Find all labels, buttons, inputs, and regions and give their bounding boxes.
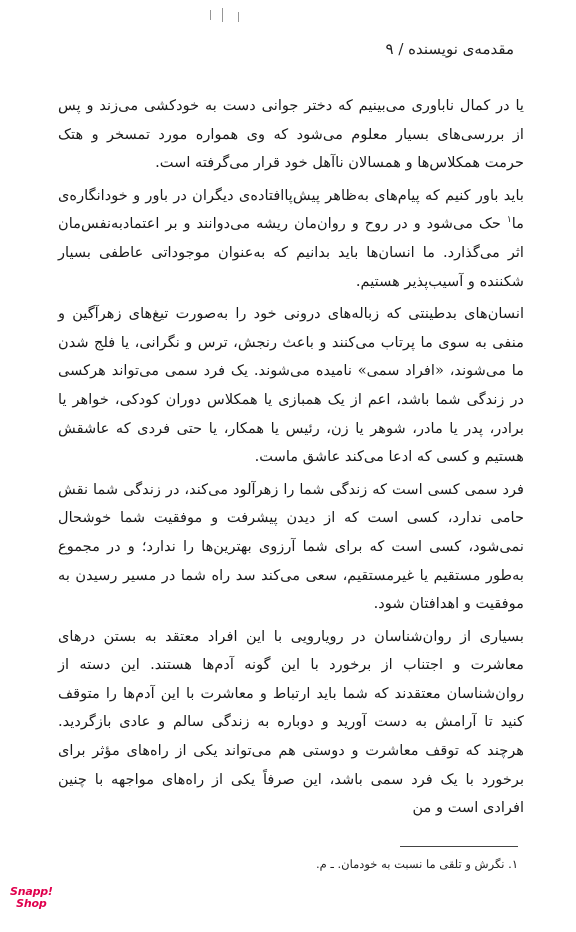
scan-mark <box>200 6 260 30</box>
footnote-marker: ۱ <box>506 215 512 226</box>
paragraph-2-text: باید باور کنیم که پیام‌های به‌ظاهر پیش‌پاافتاده‌ی دیگران در باور و خودانگاره‌ی ما <box>58 186 524 233</box>
footnote-divider <box>400 846 518 847</box>
paragraph-4: فرد سمی کسی است که زندگی شما را زهرآلود می‌کند، در زندگی شما نقش حامی ندارد، کسی است که از دیدن پیشرفت و موفقیت شما خوشحال نمی‌شود، کسی است که برای شما آرزوی بهترین‌ها را ندارد؛ و در مجموع به‌طور مستقیم یا غیرمستقیم، سعی می‌کند سد راه شما در مسیر رسیدن به موفقیت و اهدافتان شود. <box>58 480 524 613</box>
paragraph-1: یا در کمال ناباوری می‌بینیم که دختر جوانی دست به خودکشی می‌زند و پس از بررسی‌های بسیار معلوم می‌شود که وی همواره مورد تمسخر و هتک حرمت همکلاس‌ها و همسالان ناآهل خود قرار می‌گرفته است. <box>58 97 524 172</box>
paragraph-5: بسیاری از روان‌شناسان در رویارویی با این افراد معتقد به بستن درهای معاشرت و اجتناب از برخورد با این گونه آدم‌ها هستند. این دسته از روان‌شناسان معتقدند که شما باید ارتباط و معاشرت با این آدم‌ها را متوقف کنید تا آرامش به دست آورید و دوباره به زندگی سالم و عادی بازگردید. هرچند که توقف معاشرت و دوستی هم می‌تواند یکی از راه‌های مؤثر برای برخورد با یک فرد سمی باشد، این صرفاً یکی از راه‌های مواجهه با چنین افرادی است و من <box>58 627 524 817</box>
footnote: ۱. نگرش و تلقی ما نسبت به خودمان. ـ م. <box>316 857 518 871</box>
paragraph-3: انسان‌های بدطینتی که زباله‌های درونی خود را به‌صورت تیغ‌های زهرآگین و منفی به سوی ما پرتاب می‌کنند و باعث رنجش، ترس و نگرانی، یا فلج شدن ما می‌شوند، «افراد سمی» نامیده می‌شوند. یک فرد سمی می‌تواند هرکسی در زندگی شما باشد، اعم از یک همبازی یا همکلاس دوران کودکی، خواهر یا برادر، پدر یا مادر، شوهر یا زن، رئیس یا همکار، یا حتی فردی که عاشقش هستیم و کسی که ادعا می‌کند عاشق ماست. <box>58 305 524 466</box>
paragraph-2 <box>58 182 524 296</box>
scan-mark-stroke <box>210 10 211 20</box>
body-text <box>58 92 524 827</box>
snappshop-logo <box>10 886 53 910</box>
scan-mark-stroke <box>238 12 239 22</box>
running-header: مقدمه‌ی نویسنده / ۹ <box>385 40 514 58</box>
paragraph-2-text-cont: حک می‌شود و در روح و روان‌مان ریشه می‌دوانند و بر اعتمادبه‌نفس‌مان اثر می‌گذارد. ما انسان‌ها باید بدانیم که به‌عنوان موجوداتی عاطفی بسیار شکننده و آسیب‌پذیر هستیم. <box>58 215 524 290</box>
scan-mark-stroke <box>222 8 223 22</box>
logo-line-1: Snapp! <box>10 885 53 898</box>
logo-line-2: Shop <box>16 897 47 910</box>
